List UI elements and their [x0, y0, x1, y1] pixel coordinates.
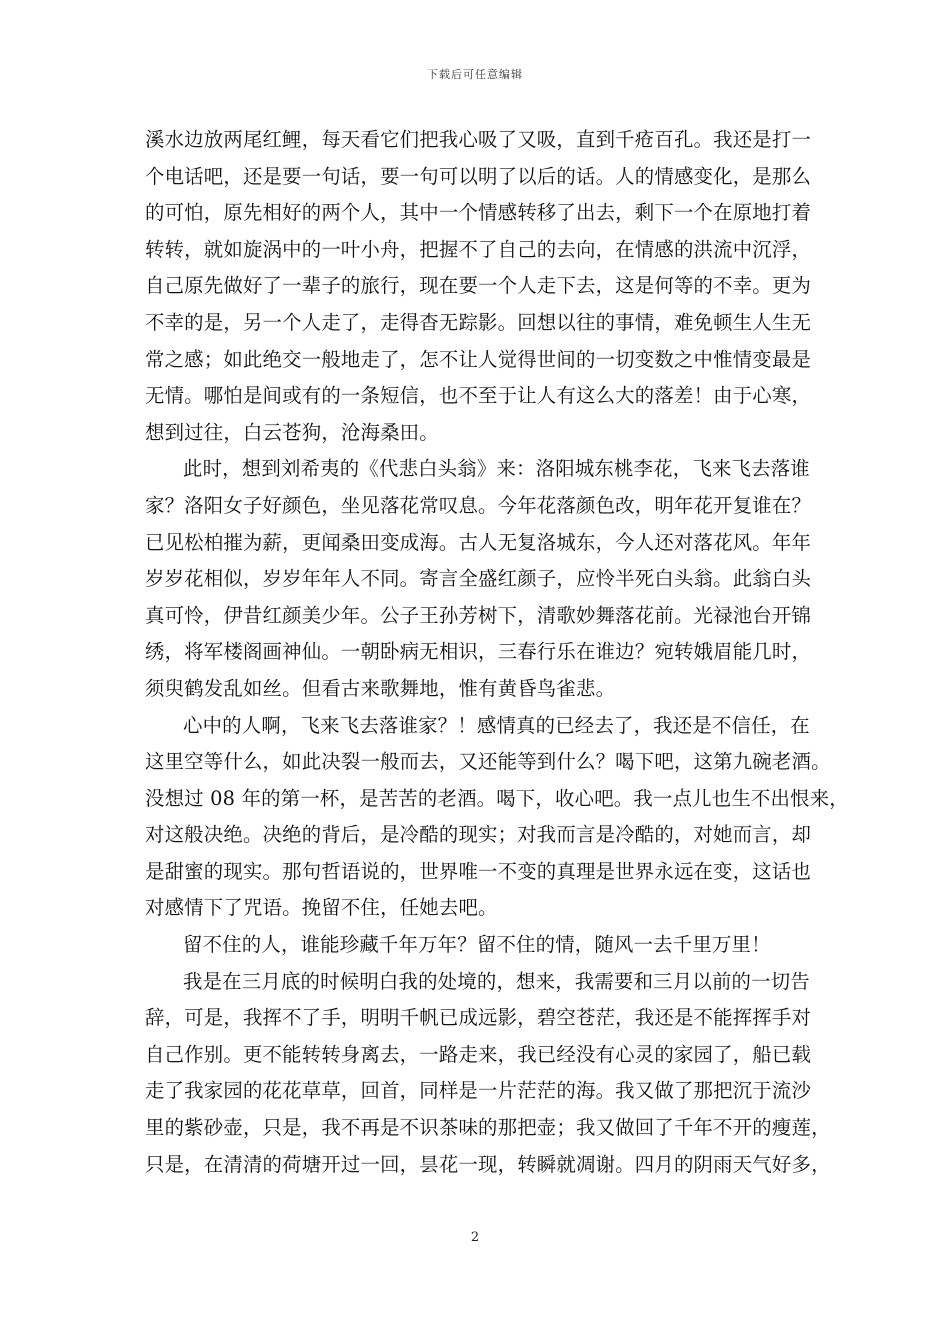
text-line: 的可怕，原先相好的两个人，其中一个情感转移了出去，剩下一个在原地打着 [145, 201, 812, 225]
text-line: 对这般决绝。决绝的背后，是冷酷的现实；对我而言是冷酷的，对她而言，却 [145, 823, 812, 847]
text-line: 没想过 08 年的第一杯，是苦苦的老酒。喝下，收心吧。我一点儿也生不出恨来， [145, 786, 849, 810]
text-line: 真可怜，伊昔红颜美少年。公子王孙芳树下，清歌妙舞落花前。光禄池台开锦 [145, 603, 812, 627]
paragraph-first-line: 我是在三月底的时候明白我的处境的，想来，我需要和三月以前的一切告 [183, 969, 810, 993]
paragraph-first-line: 此时，想到刘希夷的《代悲白头翁》来：洛阳城东桃李花，飞来飞去落谁 [183, 457, 810, 481]
text-line: 常之感；如此绝交一般地走了，怎不让人觉得世间的一切变数之中惟情变最是 [145, 347, 812, 371]
text-line: 家？洛阳女子好颜色，坐见落花常叹息。今年花落颜色改，明年花开复谁在？ [145, 493, 812, 517]
text-line: 岁岁花相似，岁岁年年人不同。寄言全盛红颜子，应怜半死白头翁。此翁白头 [145, 567, 812, 591]
text-line: 只是，在清清的荷塘开过一回，昙花一现，转瞬就凋谢。四月的阴雨天气好多， [145, 1152, 831, 1176]
text-line: 走了我家园的花花草草，回首，同样是一片茫茫的海。我又做了那把沉于流沙 [145, 1079, 812, 1103]
text-line: 转转，就如旋涡中的一叶小舟，把握不了自己的去向，在情感的洪流中沉浮， [145, 237, 812, 261]
paragraph-first-line: 心中的人啊，飞来飞去落谁家？！感情真的已经去了，我还是不信任，在 [183, 713, 810, 737]
text-line: 自己原先做好了一辈子的旅行，现在要一个人走下去，这是何等的不幸。更为 [145, 274, 812, 298]
text-line: 对感情下了咒语。挽留不住，任她去吧。 [145, 896, 498, 920]
text-line: 里的紫砂壶，只是，我不再是不识茶味的那把壶；我又做回了千年不开的瘦莲， [145, 1116, 831, 1140]
text-line: 须臾鹤发乱如丝。但看古来歌舞地，惟有黄昏鸟雀悲。 [145, 676, 616, 700]
text-line: 个电话吧，还是要一句话，要一句可以明了以后的话。人的情感变化，是那么 [145, 164, 812, 188]
text-line: 已见松柏摧为薪，更闻桑田变成海。古人无复洛城东，今人还对落花风。年年 [145, 530, 812, 554]
page-number: 2 [470, 1230, 480, 1245]
text-line: 辞，可是，我挥不了手，明明千帆已成远影，碧空苍茫，我还是不能挥挥手对 [145, 1006, 812, 1030]
page-header: 下载后可任意编辑 [427, 68, 523, 81]
text-line: 无情。哪怕是间或有的一条短信，也不至于让人有这么大的落差！由于心寒， [145, 384, 812, 408]
text-line: 自己作别。更不能转转身离去，一路走来，我已经没有心灵的家园了，船已载 [145, 1042, 812, 1066]
paragraph-first-line: 留不住的人，谁能珍藏千年万年？留不住的情，随风一去千里万里！ [183, 933, 771, 957]
text-line: 想到过往，白云苍狗，沧海桑田。 [145, 420, 439, 444]
text-line: 溪水边放两尾红鲤，每天看它们把我心吸了又吸，直到千疮百孔。我还是打一 [145, 128, 812, 151]
text-line: 绣，将军楼阁画神仙。一朝卧病无相识，三春行乐在谁边？宛转娥眉能几时， [145, 640, 812, 664]
text-line: 不幸的是，另一个人走了，走得杳无踪影。回想以往的事情，难免顿生人生无 [145, 310, 812, 334]
document-body [145, 122, 849, 1183]
text-line: 是甜蜜的现实。那句哲语说的，世界唯一不变的真理是世界永远在变，这话也 [145, 859, 812, 883]
text-line: 这里空等什么，如此决裂一般而去，又还能等到什么？喝下吧，这第九碗老酒。 [145, 750, 831, 774]
